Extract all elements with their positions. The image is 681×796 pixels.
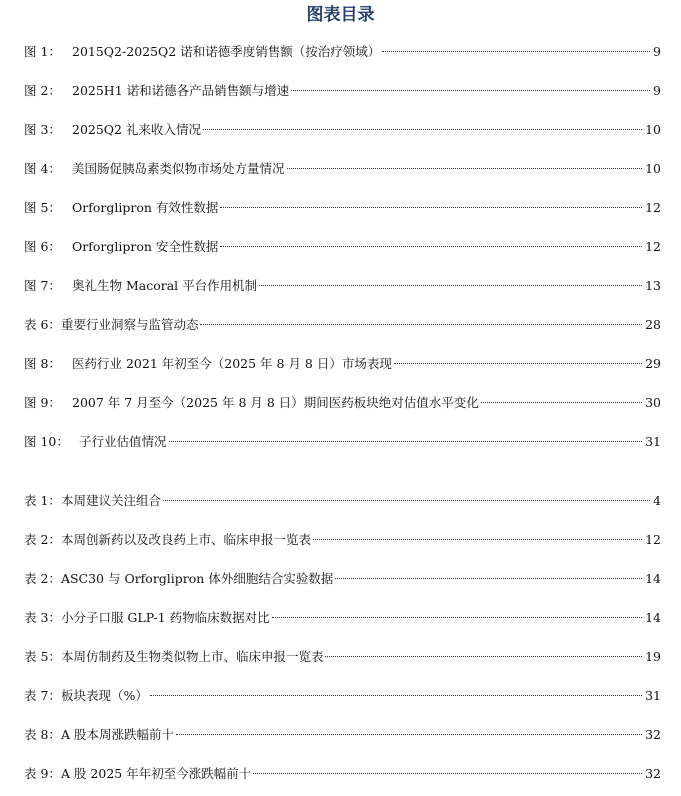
toc-entry[interactable] <box>24 491 661 511</box>
dot-leader <box>200 324 642 325</box>
dot-leader <box>259 285 642 286</box>
dot-leader <box>313 539 642 540</box>
toc-entry-text: 2015Q2-2025Q2 诺和诺德季度销售额（按治疗领域） <box>72 44 381 59</box>
dot-leader <box>291 90 650 91</box>
toc-entry-text: 本周建议关注组合 <box>60 493 161 508</box>
toc-entry[interactable] <box>24 276 661 296</box>
toc-entry-page: 28 <box>645 317 661 332</box>
toc-entry-text: Orforglipron 安全性数据 <box>72 239 219 254</box>
toc-entry-page: 9 <box>653 44 661 59</box>
toc-entry-label: 表 9： <box>24 766 61 781</box>
toc-entry[interactable] <box>24 764 661 784</box>
toc-entry-label: 图 3： <box>24 122 61 137</box>
toc-entry[interactable] <box>24 42 661 62</box>
dot-leader <box>253 773 642 774</box>
toc-entry-label: 图 5： <box>24 200 61 215</box>
toc-entry-text: 重要行业洞察与监管动态 <box>60 317 199 332</box>
toc-entry-page: 13 <box>645 278 661 293</box>
dot-leader <box>150 695 642 696</box>
toc-entry-page: 14 <box>645 571 661 586</box>
toc-entry[interactable] <box>24 198 661 218</box>
toc-entry-page: 32 <box>645 766 661 781</box>
toc-entry-page: 14 <box>645 610 661 625</box>
dot-leader <box>394 363 642 364</box>
dot-leader <box>272 617 643 618</box>
toc-entry-page: 29 <box>645 356 661 371</box>
toc-entry-page: 32 <box>645 727 661 742</box>
dot-leader <box>287 168 643 169</box>
toc-entry-label: 表 3： <box>24 610 61 625</box>
toc-entry-label: 图 8： <box>24 356 61 371</box>
toc-entry-text: 小分子口服 GLP-1 药物临床数据对比 <box>60 610 270 625</box>
toc-entry-label: 表 2： <box>24 532 61 547</box>
toc-entry-label: 图 7： <box>24 278 61 293</box>
toc-entry-text: 美国肠促胰岛素类似物市场处方量情况 <box>72 161 285 176</box>
toc-entry-page: 10 <box>645 161 661 176</box>
dot-leader <box>382 51 650 52</box>
dot-leader <box>169 441 643 442</box>
toc-entry-page: 30 <box>645 395 661 410</box>
toc-entry-label: 图 10： <box>24 434 69 449</box>
toc-entry-text: 子行业估值情况 <box>79 434 167 449</box>
toc-entry-label: 图 9： <box>24 395 61 410</box>
toc-entry[interactable] <box>24 686 661 706</box>
toc-entry-text: Orforglipron 有效性数据 <box>72 200 219 215</box>
toc-entry-page: 4 <box>653 493 661 508</box>
toc-entry[interactable] <box>24 608 661 628</box>
toc-entry[interactable] <box>24 159 661 179</box>
dot-leader <box>176 734 642 735</box>
toc-entry-text: 2025Q2 礼来收入情况 <box>72 122 201 137</box>
toc-entry-text: A 股 2025 年年初至今涨跌幅前十 <box>60 766 252 781</box>
toc-entry-label: 表 1： <box>24 493 61 508</box>
toc-entry[interactable] <box>24 530 661 550</box>
toc-entry-page: 31 <box>645 434 661 449</box>
toc-entry-text: 2025H1 诺和诺德各产品销售额与增速 <box>72 83 290 98</box>
toc-entry-text: 医药行业 2021 年初至今（2025 年 8 月 8 日）市场表现 <box>72 356 392 371</box>
toc-entry-text: 本周创新药以及改良药上市、临床申报一览表 <box>60 532 311 547</box>
toc-entry-page: 31 <box>645 688 661 703</box>
toc-entry[interactable] <box>24 393 661 413</box>
toc-entry-label: 图 6： <box>24 239 61 254</box>
toc-entry-label: 表 7： <box>24 688 61 703</box>
toc-entry-text: 本周仿制药及生物类似物上市、临床申报一览表 <box>60 649 324 664</box>
toc-entry[interactable] <box>24 725 661 745</box>
page-title: 图表目录 <box>306 5 375 25</box>
dot-leader <box>220 246 642 247</box>
toc-entry-page: 12 <box>645 200 661 215</box>
toc-entry-label: 图 4： <box>24 161 61 176</box>
dot-leader <box>325 656 642 657</box>
toc-entry-text: 奥礼生物 Macoral 平台作用机制 <box>72 278 258 293</box>
toc-entry[interactable] <box>24 354 661 374</box>
dot-leader <box>203 129 642 130</box>
dot-leader <box>220 207 642 208</box>
dot-leader <box>335 578 642 579</box>
toc-entry-page: 9 <box>653 83 661 98</box>
toc-entry-page: 12 <box>645 239 661 254</box>
toc-entry-text: 2007 年 7 月至今（2025 年 8 月 8 日）期间医药板块绝对估值水平变化 <box>72 395 479 410</box>
dot-leader <box>163 500 650 501</box>
toc-entry-label: 表 5： <box>24 649 61 664</box>
toc-entry[interactable] <box>24 432 661 452</box>
toc-entry[interactable] <box>24 647 661 667</box>
toc-entry-page: 10 <box>645 122 661 137</box>
toc-entry-label: 表 6： <box>24 317 61 332</box>
toc-entry-page: 12 <box>645 532 661 547</box>
toc-entry-page: 19 <box>645 649 661 664</box>
toc-entry[interactable] <box>24 120 661 140</box>
toc-entry-label: 图 2： <box>24 83 61 98</box>
toc-entry[interactable] <box>24 569 661 589</box>
toc-entry[interactable] <box>24 315 661 335</box>
dot-leader <box>481 402 642 403</box>
toc-entry-label: 图 1： <box>24 44 61 59</box>
toc-entry-label: 表 8： <box>24 727 61 742</box>
toc-entry-label: 表 2： <box>24 571 61 586</box>
toc-entry-text: ASC30 与 Orforglipron 体外细胞结合实验数据 <box>60 571 334 586</box>
toc-entry-text: 板块表现（%） <box>60 688 148 703</box>
toc-entry[interactable] <box>24 237 661 257</box>
toc-entry[interactable] <box>24 81 661 101</box>
toc-entry-text: A 股本周涨跌幅前十 <box>60 727 174 742</box>
